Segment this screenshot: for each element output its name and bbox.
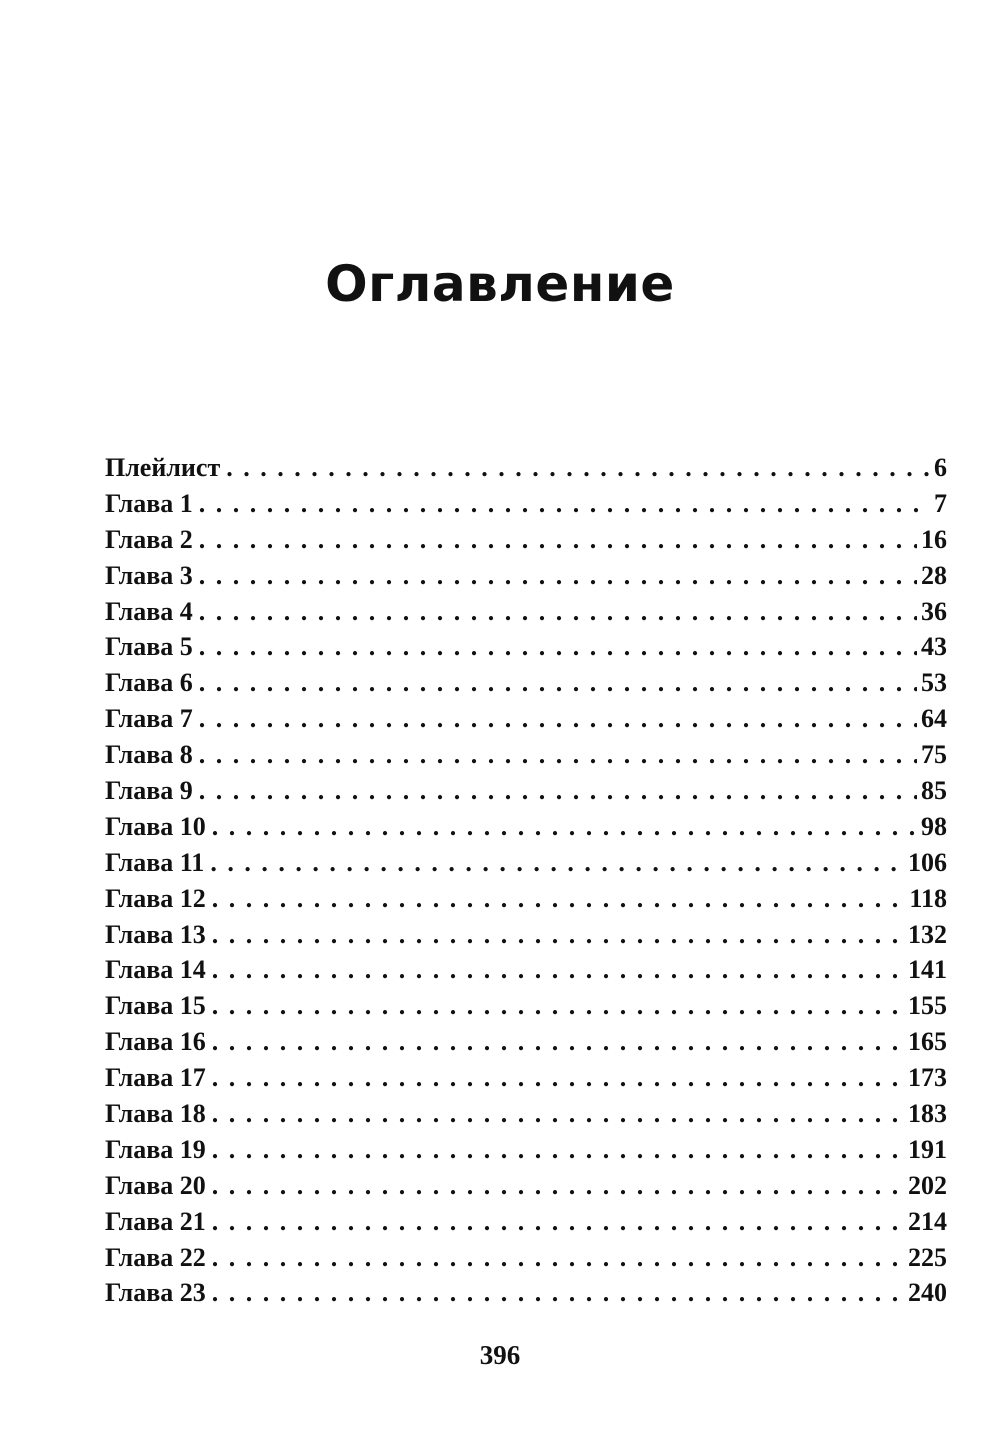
toc-entry-label: Глава 20 [105,1170,206,1200]
toc-entry-label: Глава 5 [105,632,193,662]
toc-entry-label: Глава 23 [105,1278,206,1308]
toc-entry [105,881,947,917]
toc-entry-page: 28 [921,560,947,590]
page-number: 396 [479,1340,521,1370]
toc-entry [105,665,947,701]
toc-entry-label: Глава 18 [105,1099,206,1129]
toc-entry [105,629,947,665]
toc-entry [105,952,947,988]
toc-entry-label: Глава 19 [105,1134,206,1164]
toc-dot-leader [212,952,904,988]
table-of-contents [105,450,947,1311]
toc-entry-label: Глава 11 [105,847,205,877]
toc-dot-leader [212,988,904,1024]
toc-dot-leader [199,665,917,701]
toc-dot-leader [212,1168,904,1204]
toc-entry [105,845,947,881]
toc-entry-page: 214 [908,1206,947,1236]
toc-dot-leader [212,1060,904,1096]
toc-entry [105,701,947,737]
toc-entry-label: Глава 7 [105,704,193,734]
toc-entry [105,1060,947,1096]
toc-entry [105,917,947,953]
toc-dot-leader [212,1240,904,1276]
toc-entry-label: Плейлист [105,453,221,482]
toc-entry-page: 85 [921,776,947,806]
toc-entry-page: 183 [908,1099,947,1129]
toc-dot-leader [212,1096,904,1132]
toc-dot-leader [212,881,906,917]
toc-dot-leader [199,701,917,737]
toc-entry-page: 141 [908,955,947,985]
toc-entry-label: Глава 1 [105,488,193,518]
toc-entry [105,1024,947,1060]
toc-entry-label: Глава 9 [105,776,193,806]
toc-entry-page: 98 [921,811,947,841]
toc-entry-page: 225 [908,1242,947,1272]
toc-entry-page: 7 [934,488,947,518]
toc-entry-label: Глава 13 [105,919,206,949]
toc-dot-leader [226,450,930,486]
toc-dot-leader [199,522,917,558]
toc-dot-leader [199,629,917,665]
toc-entry [105,486,947,522]
toc-entry-label: Глава 2 [105,524,193,554]
toc-entry-page: 155 [908,991,947,1021]
toc-entry-page: 240 [908,1278,947,1308]
toc-entry-page: 16 [921,524,947,554]
toc-entry-page: 173 [908,1063,947,1093]
toc-dot-leader [199,558,917,594]
toc-entry [105,450,947,486]
toc-dot-leader [212,809,917,845]
toc-entry [105,1132,947,1168]
toc-entry-page: 191 [908,1134,947,1164]
toc-entry [105,773,947,809]
toc-entry [105,522,947,558]
toc-entry-page: 118 [909,883,947,913]
toc-entry [105,809,947,845]
toc-dot-leader [212,917,904,953]
toc-dot-leader [210,845,904,881]
toc-entry-label: Глава 4 [105,596,193,626]
toc-entry-page: 202 [908,1170,947,1200]
toc-entry-page: 43 [921,632,947,662]
toc-entry-label: Глава 6 [105,668,193,698]
toc-dot-leader [199,594,917,630]
toc-entry-page: 132 [908,919,947,949]
toc-entry-page: 6 [934,453,947,482]
toc-entry [105,1168,947,1204]
toc-dot-leader [212,1275,904,1311]
toc-entry-label: Глава 3 [105,560,193,590]
toc-entry-label: Глава 17 [105,1063,206,1093]
toc-dot-leader [212,1204,904,1240]
toc-dot-leader [199,737,917,773]
toc-entry-page: 36 [921,596,947,626]
toc-entry-label: Глава 12 [105,883,206,913]
toc-entry-page: 165 [908,1027,947,1057]
toc-entry-label: Глава 21 [105,1206,206,1236]
toc-entry [105,594,947,630]
toc-entry [105,988,947,1024]
toc-entry-label: Глава 14 [105,955,206,985]
toc-entry-page: 75 [921,740,947,770]
toc-entry-label: Глава 16 [105,1027,206,1057]
toc-entry [105,1275,947,1311]
toc-dot-leader [199,486,930,522]
toc-entry-label: Глава 22 [105,1242,206,1272]
toc-entry-label: Глава 10 [105,811,206,841]
toc-entry [105,558,947,594]
page-title: Оглавление [325,255,675,313]
toc-entry-page: 53 [921,668,947,698]
toc-entry-page: 106 [908,847,947,877]
toc-entry-page: 64 [921,704,947,734]
toc-entry [105,1240,947,1276]
toc-entry [105,737,947,773]
toc-dot-leader [212,1024,904,1060]
toc-entry [105,1204,947,1240]
toc-entry [105,1096,947,1132]
toc-entry-label: Глава 8 [105,740,193,770]
toc-dot-leader [212,1132,904,1168]
toc-entry-label: Глава 15 [105,991,206,1021]
toc-dot-leader [199,773,917,809]
